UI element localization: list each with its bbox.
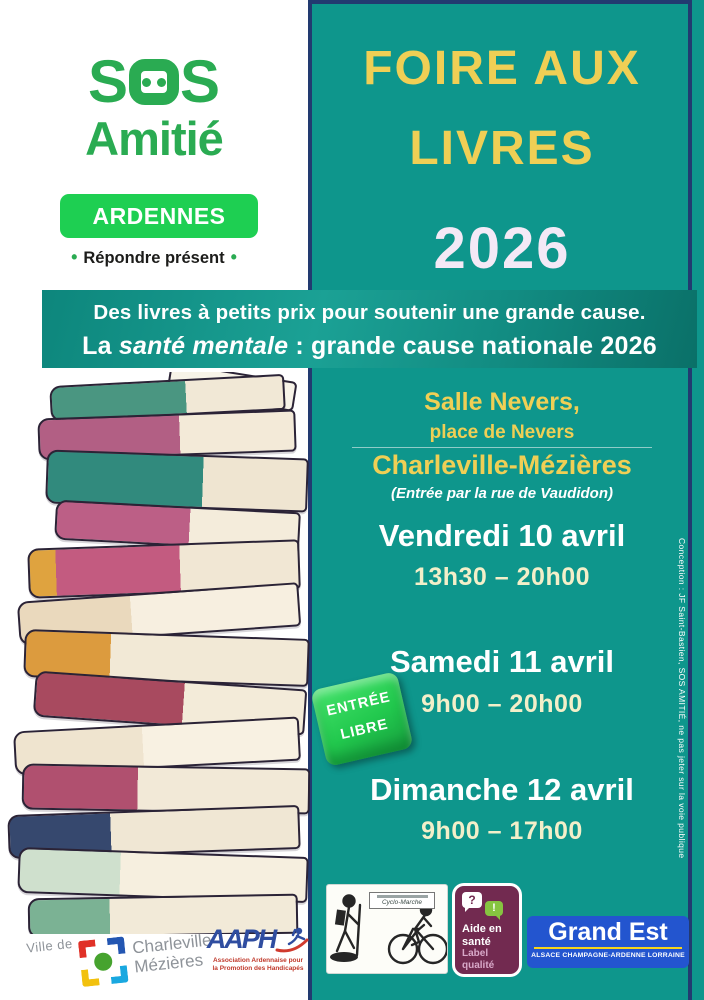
aaph-logo xyxy=(203,926,313,974)
sticker-line2: LIBRE xyxy=(339,716,390,743)
grand-est-yellow-rule xyxy=(534,947,682,949)
region-badge: ARDENNES xyxy=(60,194,258,238)
schedule-hours: 13h30 – 20h00 xyxy=(413,563,591,591)
exclamation-bubble-icon: ! xyxy=(485,901,503,916)
venue-divider xyxy=(352,447,652,448)
credits-vertical-text: Conception : JF Saint-Bastien, SOS AMITIÉ, ne pas jeter sur la voie publique xyxy=(677,538,687,859)
cause-banner xyxy=(42,290,697,368)
poster-title-line1: FOIRE AUX xyxy=(363,42,641,95)
amitie-wordmark: Amitié xyxy=(85,112,223,165)
charleville-mezieres-logo: Ville de Charleville Mézières xyxy=(25,910,271,1000)
illegible-text-bar xyxy=(377,895,428,898)
venue-hall: Salle Nevers, xyxy=(424,388,580,416)
sos-wordmark xyxy=(0,48,308,115)
schedule-hours: 9h00 – 17h00 xyxy=(421,817,583,845)
schedule-day: Dimanche 12 avril xyxy=(370,772,634,807)
bullet-icon: • xyxy=(71,247,78,267)
banner-line1: Des livres à petits prix pour soutenir une grande cause. xyxy=(93,301,646,324)
corner-bracket-blue xyxy=(107,936,126,955)
corner-bracket-cyan xyxy=(110,965,129,984)
aaph-figure-icon xyxy=(275,926,309,954)
cyclo-marche-logo xyxy=(326,884,448,974)
schedule-day: Vendredi 10 avril xyxy=(378,518,626,553)
bullet-icon: • xyxy=(230,247,237,267)
aaph-subtitle: Association Ardennaise pour la Promotion des Handicapés xyxy=(212,957,304,973)
sos-face-o-icon xyxy=(129,59,179,105)
corner-bracket-yellow xyxy=(81,968,100,987)
aaph-acronym-row: AAPH xyxy=(203,926,313,954)
sticker-line1: ENTRÉE xyxy=(325,689,393,720)
poster-title-line2: LIVRES xyxy=(409,122,595,175)
banner-italic-phrase: santé mentale xyxy=(118,332,289,360)
sos-letter: S xyxy=(180,48,221,115)
schedule-hours: 9h00 – 20h00 xyxy=(421,690,583,718)
poster-year: 2026 xyxy=(433,216,571,281)
brand-tagline: • Répondre présent • xyxy=(71,247,237,267)
venue-city: Charleville-Mézières xyxy=(372,450,632,480)
sos-letter: S xyxy=(87,48,128,115)
question-bubble-icon: ? xyxy=(462,892,482,908)
corner-bracket-red xyxy=(78,939,97,958)
venue-entrance-note: (Entrée par la rue de Vaudidon) xyxy=(391,485,613,502)
cyclo-club-label: Cyclo-Marche xyxy=(369,892,435,909)
schedule-day: Samedi 11 avril xyxy=(389,644,615,679)
charleville-square-icon xyxy=(78,936,129,987)
aide-en-sante-text: Aide en santé Label qualité xyxy=(462,923,502,971)
aide-en-sante-label-logo xyxy=(455,886,519,974)
charleville-city-name: Charleville Mézières xyxy=(131,930,213,977)
sos-amitie-logo xyxy=(0,48,308,165)
book-stack-illustration xyxy=(0,372,310,934)
banner-line2: La santé mentale : grande cause nationale 2026 xyxy=(82,332,657,360)
grand-est-logo: Grand Est ALSACE CHAMPAGNE-ARDENNE LORRAINE xyxy=(527,916,689,968)
venue-place: place de Nevers xyxy=(429,422,575,443)
